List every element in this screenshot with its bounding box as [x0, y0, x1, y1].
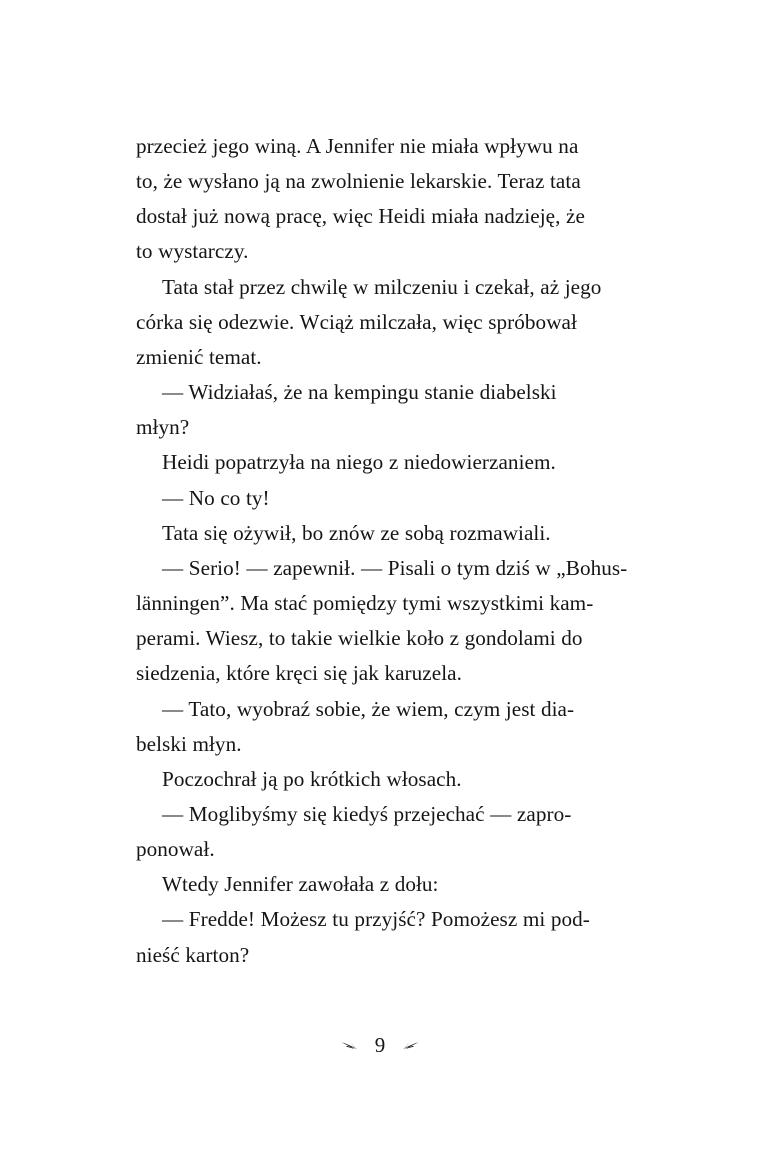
- paragraph: [136, 481, 642, 516]
- text-line: młyn?: [136, 415, 190, 440]
- text-line: Tata się ożywił, bo znów ze sobą rozmawiali.: [162, 520, 551, 545]
- paragraph: [136, 270, 642, 375]
- text-line: — Fredde! Możesz tu przyjść? Pomożesz mi pod-: [162, 907, 590, 932]
- paragraph: [136, 902, 642, 972]
- text-line: perami. Wiesz, to takie wielkie koło z gondolami do: [136, 626, 583, 651]
- paragraph: [136, 692, 642, 762]
- text-line: dostał już nową pracę, więc Heidi miała nadzieję, że: [136, 204, 585, 229]
- text-line: zmienić temat.: [136, 344, 262, 369]
- text-line: Wtedy Jennifer zawołała z dołu:: [162, 872, 439, 897]
- text-line: — Widziałaś, że na kempingu stanie diabelski: [162, 380, 557, 405]
- text-line: córka się odezwie. Wciąż milczała, więc spróbował: [136, 309, 577, 334]
- text-line: nieść karton?: [136, 942, 250, 967]
- paragraph: [136, 129, 642, 270]
- paragraph: [136, 516, 642, 551]
- wing-flourish-icon: [340, 1039, 366, 1053]
- text-line: Heidi popatrzyła na niego z niedowierzaniem.: [162, 450, 556, 475]
- text-line: — Moglibyśmy się kiedyś przejechać — zapro-: [162, 801, 572, 826]
- page-number: 9: [374, 1032, 386, 1057]
- text-line: — Tato, wyobraź sobie, że wiem, czym jest dia-: [162, 696, 575, 721]
- paragraph: [136, 375, 642, 445]
- text-line: länningen”. Ma stać pomiędzy tymi wszystkimi kam-: [136, 591, 594, 616]
- text-line: ponował.: [136, 837, 215, 862]
- text-line: to wystarczy.: [136, 239, 249, 264]
- page-footer: [0, 1029, 760, 1063]
- page-text-block: [136, 129, 642, 973]
- text-line: Poczochrał ją po krótkich włosach.: [162, 766, 462, 791]
- paragraph: [136, 445, 642, 480]
- paragraph: [136, 762, 642, 797]
- wing-flourish-icon: [394, 1039, 420, 1053]
- paragraph: [136, 551, 642, 692]
- text-line: siedzenia, które kręci się jak karuzela.: [136, 661, 462, 686]
- text-line: Tata stał przez chwilę w milczeniu i czekał, aż jego: [162, 274, 602, 299]
- paragraph: [136, 867, 642, 902]
- paragraph: [136, 797, 642, 867]
- text-line: — No co ty!: [162, 485, 270, 510]
- text-line: to, że wysłano ją na zwolnienie lekarskie. Teraz tata: [136, 169, 581, 194]
- text-line: przecież jego winą. A Jennifer nie miała wpływu na: [136, 134, 579, 158]
- text-line: — Serio! — zapewnił. — Pisali o tym dziś w „Bohus-: [162, 555, 628, 580]
- text-line: belski młyn.: [136, 731, 242, 756]
